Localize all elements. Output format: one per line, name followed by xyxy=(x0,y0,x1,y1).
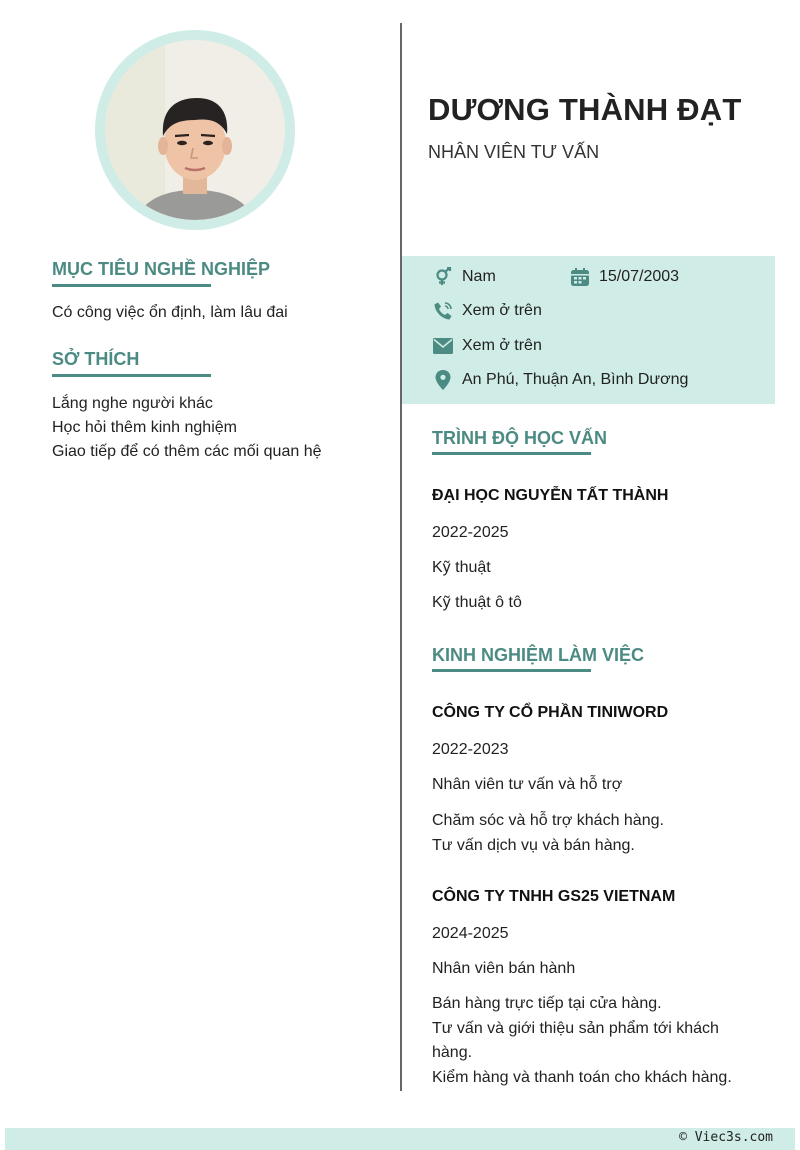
gender-value: Nam xyxy=(462,268,496,285)
address-value: An Phú, Thuận An, Bình Dương xyxy=(462,371,689,388)
job-company: CÔNG TY TNHH GS25 VIETNAM xyxy=(432,888,676,905)
job-duty: Bán hàng trực tiếp tại cửa hàng. xyxy=(432,995,662,1012)
job-duty: Chăm sóc và hỗ trợ khách hàng. xyxy=(432,812,664,829)
hobby-item: Học hỏi thêm kinh nghiệm xyxy=(52,419,237,436)
hobby-item: Giao tiếp để có thêm các mối quan hệ xyxy=(52,443,322,460)
job-duty: Tư vấn và giới thiệu sản phẩm tới khách hàng. xyxy=(432,1019,719,1061)
job-duties xyxy=(432,809,762,858)
candidate-job-title: NHÂN VIÊN TƯ VẤN xyxy=(428,142,600,162)
email-value: Xem ở trên xyxy=(462,337,542,354)
job-position: Nhân viên bán hành xyxy=(432,960,576,977)
candidate-name: DƯƠNG THÀNH ĐẠT xyxy=(428,92,742,127)
contact-gender xyxy=(432,266,496,288)
calendar-icon xyxy=(569,266,591,288)
education-major: Kỹ thuật ô tô xyxy=(432,594,522,611)
avatar-frame xyxy=(95,30,295,230)
education-underline xyxy=(432,452,591,455)
birthday-value: 15/07/2003 xyxy=(599,268,680,285)
job-company: CÔNG TY CỔ PHẦN TINIWORD xyxy=(432,704,669,721)
gender-icon xyxy=(432,266,454,288)
job-position: Nhân viên tư vấn và hỗ trợ xyxy=(432,776,623,793)
job-duties xyxy=(432,992,762,1090)
avatar-photo xyxy=(105,40,285,220)
footer-bar xyxy=(5,1128,795,1150)
envelope-icon xyxy=(432,335,454,357)
avatar xyxy=(105,40,285,220)
hobbies-list xyxy=(52,392,322,464)
hobbies-underline xyxy=(52,374,211,377)
phone-value: Xem ở trên xyxy=(462,302,542,319)
education-field: Kỹ thuật xyxy=(432,559,491,576)
education-title: TRÌNH ĐỘ HỌC VẤN xyxy=(432,428,607,448)
hobbies-title: SỞ THÍCH xyxy=(52,349,140,369)
job-period: 2022-2023 xyxy=(432,741,509,758)
column-divider xyxy=(400,23,402,1091)
experience-underline xyxy=(432,669,591,672)
education-period: 2022-2025 xyxy=(432,524,509,541)
phone-icon xyxy=(432,300,454,322)
contact-address xyxy=(432,369,688,391)
hobby-item: Lắng nghe người khác xyxy=(52,395,213,412)
contact-email xyxy=(432,335,542,357)
career-objective-underline xyxy=(52,284,211,287)
career-objective-text: Có công việc ổn định, làm lâu đai xyxy=(52,304,288,321)
job-duty: Kiểm hàng và thanh toán cho khách hàng. xyxy=(432,1068,732,1086)
contact-birthday xyxy=(569,266,679,288)
location-pin-icon xyxy=(432,369,454,391)
education-school: ĐẠI HỌC NGUYỄN TẤT THÀNH xyxy=(432,487,669,504)
experience-title: KINH NGHIỆM LÀM VIỆC xyxy=(432,645,645,665)
career-objective-title: MỤC TIÊU NGHỀ NGHIỆP xyxy=(52,259,271,279)
job-period: 2024-2025 xyxy=(432,925,509,942)
job-duty: Tư vấn dịch vụ và bán hàng. xyxy=(432,836,635,854)
footer-copyright: © Viec3s.com xyxy=(679,1130,773,1145)
contact-phone xyxy=(432,300,542,322)
